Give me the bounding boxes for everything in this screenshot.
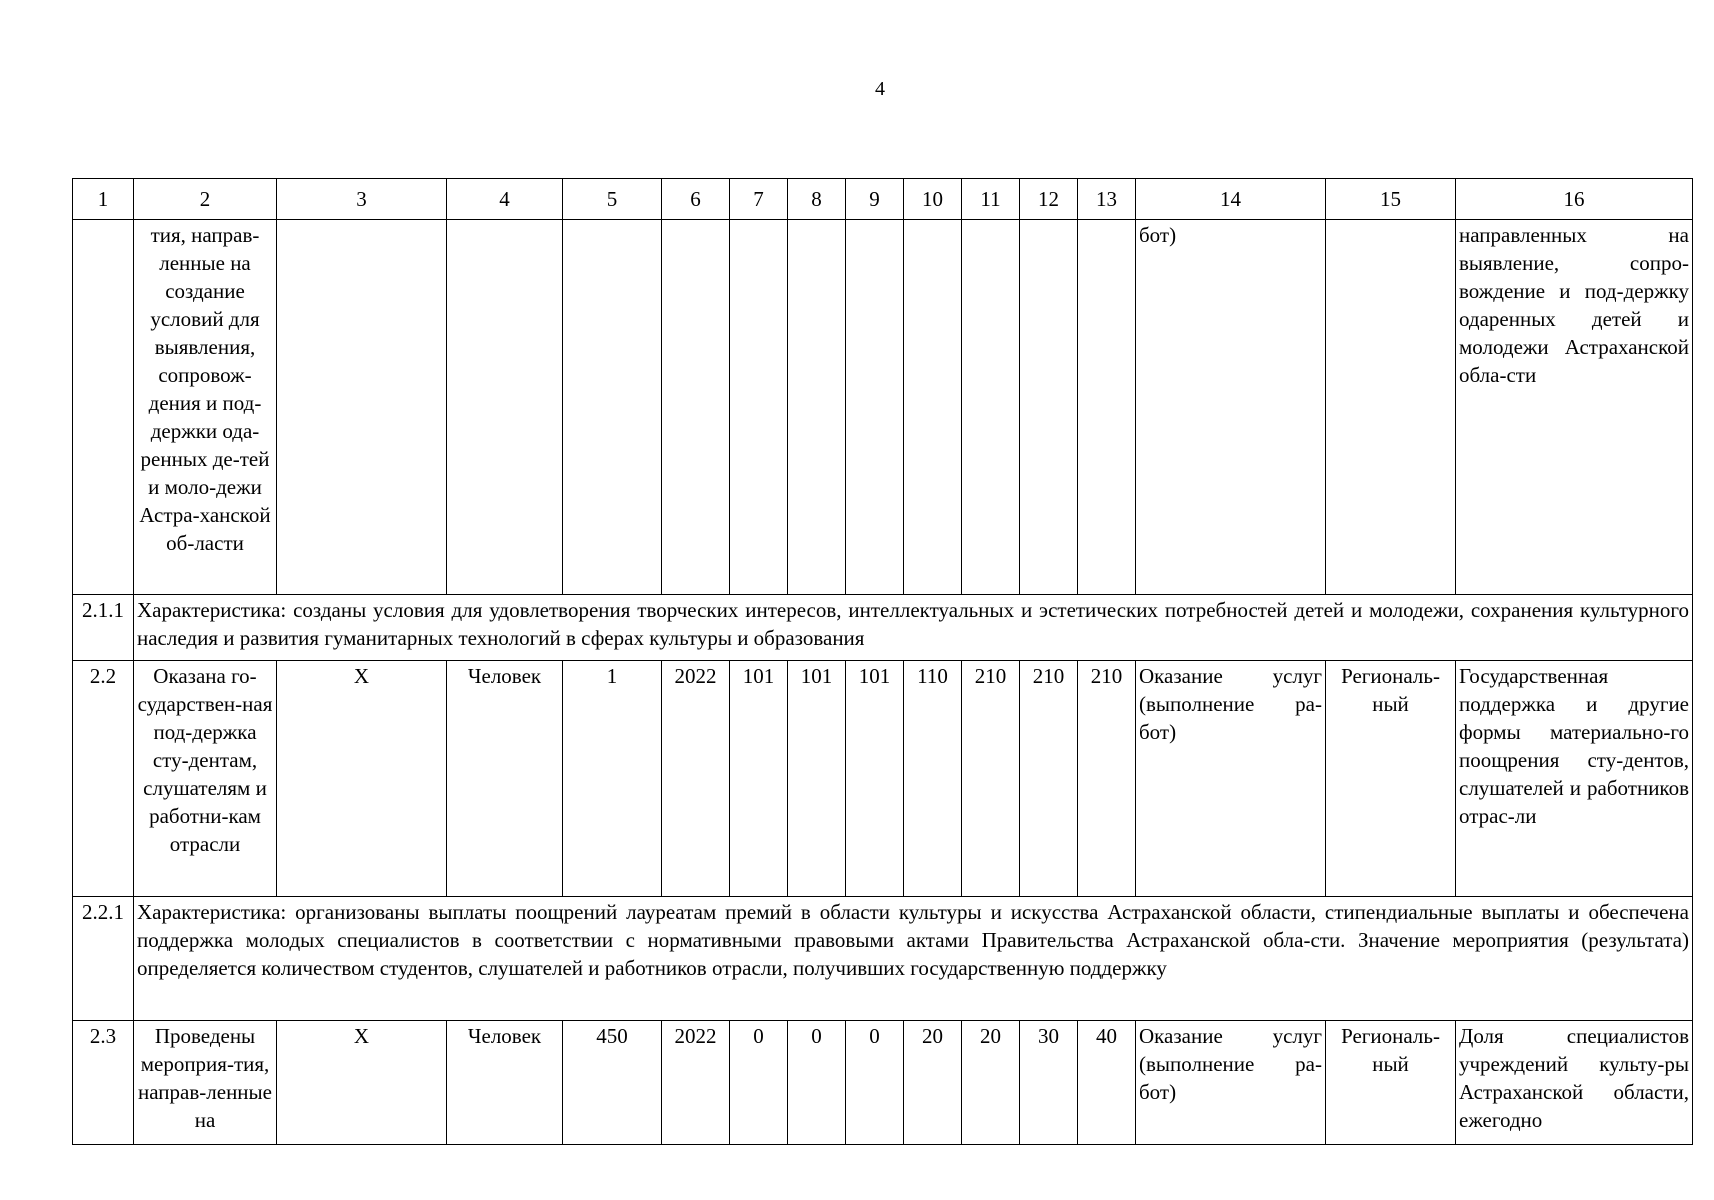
measure-name-cell: Оказана го-сударствен-ная под-держка сту-дентам, слушателям и работни-кам отрасли xyxy=(134,661,277,897)
table-row xyxy=(73,661,1693,897)
value-cell: 40 xyxy=(1078,1021,1136,1145)
header-cell: 14 xyxy=(1136,179,1326,220)
header-cell: 1 xyxy=(73,179,134,220)
description-cell: Доля специалистов учреждений культу-ры Астраханской области, ежегодно xyxy=(1456,1021,1693,1145)
page-number: 4 xyxy=(875,78,885,100)
table-cell xyxy=(1078,220,1136,595)
row-number-cell: 2.2 xyxy=(73,661,134,897)
table-cell xyxy=(563,220,662,595)
table-cell: X xyxy=(277,1021,447,1145)
row-number-cell: 2.3 xyxy=(73,1021,134,1145)
measure-name-cell: Проведены мероприя-тия, направ-ленные на xyxy=(134,1021,277,1145)
table-row xyxy=(73,1021,1693,1145)
unit-cell: Человек xyxy=(447,661,563,897)
value-cell: 20 xyxy=(904,1021,962,1145)
description-cell: направленных на выявление, сопро-вождение и под-держку одаренных детей и молодежи Астраханской обла-сти xyxy=(1456,220,1693,595)
characteristic-text: Характеристика: созданы условия для удовлетворения творческих интересов, интеллектуальных и эстетических потребностей детей и молодежи, сохранения культурного наследия и развития гуманитарных технологий в сферах культуры и образования xyxy=(134,595,1693,661)
value-cell: 110 xyxy=(904,661,962,897)
base-year-cell: 2022 xyxy=(662,661,730,897)
measures-table xyxy=(72,178,1693,1145)
characteristic-number: 2.1.1 xyxy=(73,595,134,661)
value-cell: 0 xyxy=(846,1021,904,1145)
characteristic-row xyxy=(73,897,1693,1021)
table-cell xyxy=(904,220,962,595)
level-cell: Региональ-ный xyxy=(1326,661,1456,897)
characteristic-number: 2.2.1 xyxy=(73,897,134,1021)
header-cell: 2 xyxy=(134,179,277,220)
table-cell xyxy=(277,220,447,595)
level-cell xyxy=(1326,220,1456,595)
header-cell: 3 xyxy=(277,179,447,220)
unit-cell xyxy=(447,220,563,595)
header-cell: 16 xyxy=(1456,179,1693,220)
header-row xyxy=(73,179,1693,220)
table-cell: X xyxy=(277,661,447,897)
base-year-cell: 2022 xyxy=(662,1021,730,1145)
base-value-cell: 1 xyxy=(563,661,662,897)
table-cell xyxy=(730,220,788,595)
header-cell: 10 xyxy=(904,179,962,220)
table-cell xyxy=(788,220,846,595)
value-cell: 0 xyxy=(730,1021,788,1145)
table-cell xyxy=(846,220,904,595)
header-cell: 12 xyxy=(1020,179,1078,220)
table-cell xyxy=(962,220,1020,595)
type-cell: Оказание услуг (выполнение ра-бот) xyxy=(1136,661,1326,897)
header-cell: 5 xyxy=(563,179,662,220)
value-cell: 210 xyxy=(1078,661,1136,897)
characteristic-text: Характеристика: организованы выплаты поощрений лауреатам премий в области культуры и искусства Астраханской области, стипендиальные выплаты и обеспечена поддержка молодых специалистов в соответствии с нормативными правовыми актами Правительства Астраханской обла-сти. Значение мероприятия (результата) определяется количеством студентов, слушателей и работников отрасли, получивших государственную поддержку xyxy=(134,897,1693,1021)
value-cell: 210 xyxy=(962,661,1020,897)
header-cell: 15 xyxy=(1326,179,1456,220)
value-cell: 0 xyxy=(788,1021,846,1145)
value-cell: 101 xyxy=(788,661,846,897)
value-cell: 101 xyxy=(730,661,788,897)
description-cell: Государственная поддержка и другие формы материально-го поощрения сту-дентов, слушателей и работников отрас-ли xyxy=(1456,661,1693,897)
header-cell: 8 xyxy=(788,179,846,220)
value-cell: 210 xyxy=(1020,661,1078,897)
measure-name-cell: тия, направ-ленные на создание условий для выявления, сопровож-дения и под-держки ода-ренных де-тей и моло-дежи Астра-ханской об-ласти xyxy=(134,220,277,595)
header-cell: 11 xyxy=(962,179,1020,220)
value-cell: 30 xyxy=(1020,1021,1078,1145)
header-cell: 6 xyxy=(662,179,730,220)
header-cell: 9 xyxy=(846,179,904,220)
unit-cell: Человек xyxy=(447,1021,563,1145)
value-cell: 20 xyxy=(962,1021,1020,1145)
level-cell: Региональ-ный xyxy=(1326,1021,1456,1145)
table-row xyxy=(73,220,1693,595)
table-cell xyxy=(662,220,730,595)
base-value-cell: 450 xyxy=(563,1021,662,1145)
type-cell: бот) xyxy=(1136,220,1326,595)
value-cell: 101 xyxy=(846,661,904,897)
header-cell: 4 xyxy=(447,179,563,220)
characteristic-row xyxy=(73,595,1693,661)
row-number-cell xyxy=(73,220,134,595)
type-cell: Оказание услуг (выполнение ра-бот) xyxy=(1136,1021,1326,1145)
header-cell: 7 xyxy=(730,179,788,220)
table-cell xyxy=(1020,220,1078,595)
header-cell: 13 xyxy=(1078,179,1136,220)
